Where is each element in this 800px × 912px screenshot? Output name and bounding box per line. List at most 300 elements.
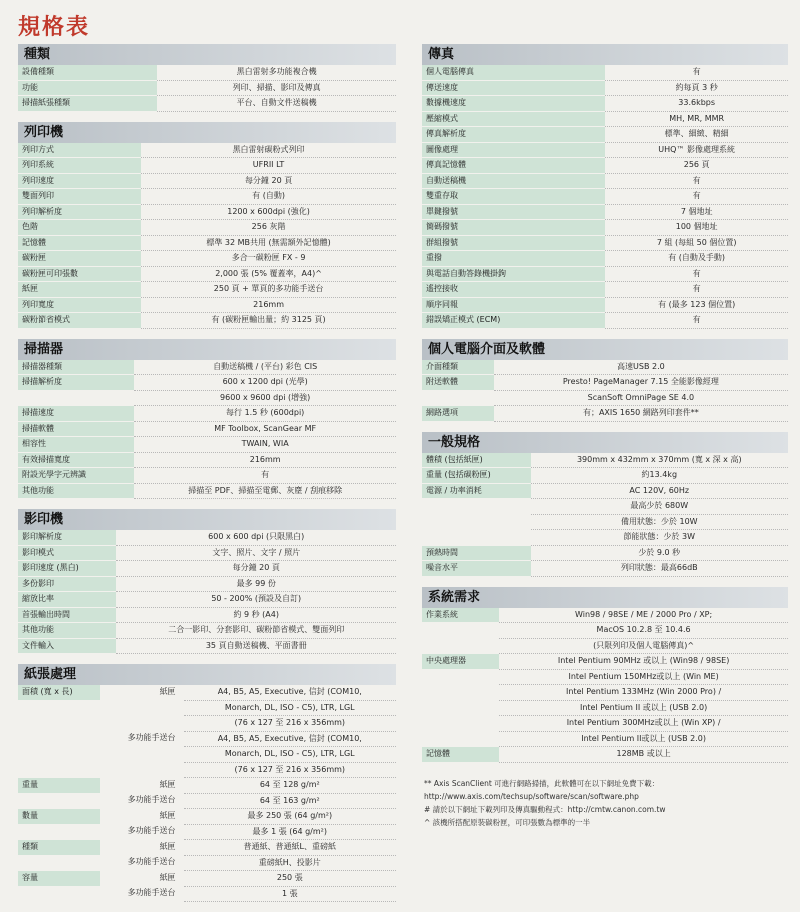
spec-row xyxy=(422,266,788,282)
spec-label: 與電話自動答錄機掛鉤 xyxy=(422,266,605,282)
spec-label: 面積 (寬 x 長) xyxy=(18,685,100,700)
section-heading: 掃描器 xyxy=(18,339,396,360)
spec-label: 群組撥號 xyxy=(422,235,605,251)
spec-value: Monarch, DL, ISO - C5), LTR, LGL xyxy=(184,700,396,716)
spec-label xyxy=(422,514,531,530)
spec-row xyxy=(422,189,788,205)
section-heading: 傳真 xyxy=(422,44,788,65)
spec-value: 有 (自動) xyxy=(141,189,396,205)
spec-value: 二合一影印、分套影印、碳粉節省模式、雙面列印 xyxy=(116,623,396,639)
spec-value: 1 張 xyxy=(184,886,396,902)
spec-value: 有 (碳粉匣輸出量；約 3125 頁) xyxy=(141,313,396,329)
spec-table xyxy=(18,685,396,902)
spec-label: 多份影印 xyxy=(18,576,116,592)
spec-label: 簡碼撥號 xyxy=(422,220,605,236)
spec-label xyxy=(18,762,100,778)
spec-row xyxy=(422,80,788,96)
spec-label: 列印系統 xyxy=(18,158,141,174)
spec-row xyxy=(422,220,788,236)
spec-row xyxy=(422,483,788,499)
spec-row xyxy=(422,251,788,267)
spec-label: 單鍵撥號 xyxy=(422,204,605,220)
spec-value: MacOS 10.2.8 至 10.4.6 xyxy=(499,623,788,639)
spec-label xyxy=(18,700,100,716)
spec-section xyxy=(422,432,788,577)
spec-section xyxy=(18,339,396,500)
spec-value: 約每頁 3 秒 xyxy=(605,80,788,96)
spec-value: 節能狀態：少於 3W xyxy=(531,530,788,546)
spec-label: 掃描軟體 xyxy=(18,421,134,437)
spec-label: 色階 xyxy=(18,220,141,236)
spec-label: 雙重存取 xyxy=(422,189,605,205)
spec-label: 雙面列印 xyxy=(18,189,141,205)
spec-row xyxy=(422,375,788,391)
spec-value: 7 個地址 xyxy=(605,204,788,220)
spec-value: ScanSoft OmniPage SE 4.0 xyxy=(494,390,788,406)
spec-label: 列印方式 xyxy=(18,143,141,158)
spec-value: 列印狀態：最高66dB xyxy=(531,561,788,577)
spec-sublabel: 多功能手送台 xyxy=(127,857,176,866)
spec-row xyxy=(18,840,396,856)
spec-sublabel xyxy=(100,700,184,716)
spec-row xyxy=(422,685,788,701)
spec-row xyxy=(18,545,396,561)
spec-label: 自動送稿機 xyxy=(422,173,605,189)
spec-value: 每分鐘 20 頁 xyxy=(141,173,396,189)
section-heading: 列印機 xyxy=(18,122,396,143)
section-heading: 紙張處理 xyxy=(18,664,396,685)
spec-label: 錯誤矯正模式 (ECM) xyxy=(422,313,605,329)
spec-table xyxy=(18,143,396,329)
spec-row xyxy=(422,313,788,329)
spec-value: 列印、掃描、影印及傳真 xyxy=(157,80,396,96)
spec-value: 最多 99 份 xyxy=(116,576,396,592)
spec-row xyxy=(18,406,396,422)
spec-value: 最高少於 680W xyxy=(531,499,788,515)
section-heading: 個人電腦介面及軟體 xyxy=(422,339,788,360)
spec-row xyxy=(422,173,788,189)
spec-row xyxy=(422,669,788,685)
spec-value: 有 xyxy=(605,266,788,282)
spec-sublabel: 紙匣 xyxy=(159,841,176,851)
spec-label: 首張輸出時間 xyxy=(18,607,116,623)
spec-value: 重磅紙H、投影片 xyxy=(184,855,396,871)
spec-row xyxy=(422,390,788,406)
spec-label: 附送軟體 xyxy=(422,375,494,391)
spec-value: 600 x 1200 dpi (光學) xyxy=(134,375,396,391)
spec-value: 掃描至 PDF、掃描至電郵、灰塵 / 刮痕移除 xyxy=(134,483,396,499)
spec-label: 數量 xyxy=(18,809,100,825)
spec-label xyxy=(422,669,499,685)
spec-row xyxy=(422,297,788,313)
spec-row xyxy=(422,530,788,546)
spec-row xyxy=(422,654,788,670)
spec-value: 216mm xyxy=(141,297,396,313)
spec-row xyxy=(18,360,396,375)
spec-row xyxy=(18,235,396,251)
spec-row xyxy=(18,809,396,825)
spec-value: 256 頁 xyxy=(605,158,788,174)
spec-row xyxy=(422,282,788,298)
spec-row xyxy=(18,824,396,840)
spec-row xyxy=(18,483,396,499)
spec-row xyxy=(18,313,396,329)
spec-label: 紙匣 xyxy=(18,282,141,298)
spec-label: 掃描解析度 xyxy=(18,375,134,391)
spec-sublabel xyxy=(100,716,184,732)
spec-value: 有 xyxy=(605,65,788,80)
spec-label: 傳真解析度 xyxy=(422,127,605,143)
spec-label: 網路選項 xyxy=(422,406,494,422)
spec-value: 黑白雷射多功能複合機 xyxy=(157,65,396,80)
spec-label: 中央處理器 xyxy=(422,654,499,670)
spec-label: 數據機速度 xyxy=(422,96,605,112)
section-heading: 種類 xyxy=(18,44,396,65)
spec-label: 影印速度 (黑白) xyxy=(18,561,116,577)
section-heading: 影印機 xyxy=(18,509,396,530)
spec-sublabel: 紙匣 xyxy=(159,872,176,882)
spec-section xyxy=(18,664,396,902)
spec-table xyxy=(422,608,788,763)
spec-table xyxy=(422,360,788,422)
spec-label: 記憶體 xyxy=(18,235,141,251)
spec-value: 128MB 或以上 xyxy=(499,747,788,763)
spec-value: Intel Pentium 300MHz或以上 (Win XP) / xyxy=(499,716,788,732)
spec-row xyxy=(18,437,396,453)
spec-row xyxy=(18,747,396,763)
spec-value: 文字、照片、文字 / 照片 xyxy=(116,545,396,561)
spec-label: 重量 (包括碳粉匣) xyxy=(422,468,531,484)
spec-value: Intel Pentium 90MHz 或以上 (Win98 / 98SE) xyxy=(499,654,788,670)
spec-label: 碳粉匣 xyxy=(18,251,141,267)
spec-sublabel: 紙匣 xyxy=(159,810,176,820)
spec-value: A4, B5, A5, Executive, 信封 (COM10, xyxy=(184,685,396,700)
section-heading: 一般規格 xyxy=(422,432,788,453)
spec-label xyxy=(422,731,499,747)
spec-value: 有；AXIS 1650 網路列印套件** xyxy=(494,406,788,422)
spec-label: 碳粉節省模式 xyxy=(18,313,141,329)
spec-value: 每行 1.5 秒 (600dpi) xyxy=(134,406,396,422)
spec-row xyxy=(18,452,396,468)
spec-label: 其他功能 xyxy=(18,483,134,499)
spec-row xyxy=(422,716,788,732)
spec-value: 390mm x 432mm x 370mm (寬 x 深 x 高) xyxy=(531,453,788,468)
spec-row xyxy=(18,576,396,592)
spec-value: MH, MR, MMR xyxy=(605,111,788,127)
spec-label: 傳真記憶體 xyxy=(422,158,605,174)
spec-table xyxy=(18,65,396,112)
spec-section xyxy=(18,44,396,112)
spec-row xyxy=(18,530,396,545)
spec-value: 少於 9.0 秒 xyxy=(531,545,788,561)
spec-table xyxy=(18,360,396,500)
spec-row xyxy=(422,65,788,80)
spec-value: AC 120V, 60Hz xyxy=(531,483,788,499)
spec-section xyxy=(422,44,788,329)
spec-sublabel: 紙匣 xyxy=(159,779,176,789)
spec-label xyxy=(18,731,100,747)
spec-row xyxy=(422,406,788,422)
spec-table xyxy=(422,65,788,329)
spec-row xyxy=(422,623,788,639)
spec-section xyxy=(18,509,396,654)
spec-row xyxy=(18,592,396,608)
spec-row xyxy=(422,514,788,530)
spec-row xyxy=(422,468,788,484)
spec-value: TWAIN, WIA xyxy=(134,437,396,453)
spec-row xyxy=(18,623,396,639)
spec-section xyxy=(422,339,788,422)
spec-label: 個人電腦傳真 xyxy=(422,65,605,80)
spec-value: 有 xyxy=(605,189,788,205)
spec-value: 50 - 200% (預設及自訂) xyxy=(116,592,396,608)
spec-value: 64 至 163 g/m² xyxy=(184,793,396,809)
spec-label: 掃描紙張種類 xyxy=(18,96,157,112)
spec-label xyxy=(422,390,494,406)
spec-row xyxy=(18,871,396,887)
spec-label: 列印解析度 xyxy=(18,204,141,220)
spec-row xyxy=(422,545,788,561)
spec-value: MF Toolbox, ScanGear MF xyxy=(134,421,396,437)
spec-label xyxy=(422,700,499,716)
spec-value: 35 頁自動送稿機、平面書冊 xyxy=(116,638,396,654)
spec-label: 功能 xyxy=(18,80,157,96)
footnotes xyxy=(422,773,788,833)
spec-value: 最多 1 張 (64 g/m²) xyxy=(184,824,396,840)
spec-sublabel: 紙匣 xyxy=(159,687,176,696)
spec-label xyxy=(18,747,100,763)
spec-label: 記憶體 xyxy=(422,747,499,763)
spec-row xyxy=(422,499,788,515)
spec-row xyxy=(18,65,396,80)
spec-table xyxy=(18,530,396,654)
spec-value: 多合一碳粉匣 FX - 9 xyxy=(141,251,396,267)
spec-label xyxy=(422,499,531,515)
spec-value: 平台、自動文件送稿機 xyxy=(157,96,396,112)
spec-value: Monarch, DL, ISO - C5), LTR, LGL xyxy=(184,747,396,763)
spec-row xyxy=(422,204,788,220)
spec-value: 有 xyxy=(605,282,788,298)
spec-row xyxy=(422,360,788,375)
spec-row xyxy=(422,638,788,654)
spec-label: 掃描器種類 xyxy=(18,360,134,375)
spec-value: 100 個地址 xyxy=(605,220,788,236)
footnote: ** Axis ScanClient 可進行網路掃描，此軟體可在以下網址免費下載： xyxy=(424,778,660,788)
spec-row xyxy=(18,607,396,623)
spec-value: 普通紙、普通紙L、重磅紙 xyxy=(184,840,396,856)
spec-row xyxy=(18,204,396,220)
spec-row xyxy=(422,561,788,577)
spec-value: 7 組 (每組 50 個位置) xyxy=(605,235,788,251)
spec-row xyxy=(422,127,788,143)
spec-label: 遙控接收 xyxy=(422,282,605,298)
spec-value: 216mm xyxy=(134,452,396,468)
spec-label: 相容性 xyxy=(18,437,134,453)
spec-row xyxy=(18,793,396,809)
spec-value: Win98 / 98SE / ME / 2000 Pro / XP; xyxy=(499,608,788,623)
spec-value: 250 張 xyxy=(184,871,396,887)
spec-row xyxy=(18,282,396,298)
spec-label: 列印寬度 xyxy=(18,297,141,313)
section-heading: 系統需求 xyxy=(422,587,788,608)
spec-row xyxy=(18,297,396,313)
spec-label xyxy=(422,623,499,639)
spec-row xyxy=(18,700,396,716)
spec-label xyxy=(18,793,100,809)
spec-value: 高速USB 2.0 xyxy=(494,360,788,375)
spec-row xyxy=(18,762,396,778)
spec-label: 噪音水平 xyxy=(422,561,531,577)
spec-row xyxy=(18,220,396,236)
spec-value: 33.6kbps xyxy=(605,96,788,112)
spec-row xyxy=(422,700,788,716)
spec-value: 每分鐘 20 頁 xyxy=(116,561,396,577)
spec-value: (只限列印及個人電腦傳真)^ xyxy=(499,638,788,654)
spec-value: 2,000 張 (5% 覆蓋率，A4)^ xyxy=(141,266,396,282)
spec-label xyxy=(18,824,100,840)
spec-sublabel: 多功能手送台 xyxy=(127,888,176,897)
spec-row xyxy=(18,685,396,700)
spec-value: UFRII LT xyxy=(141,158,396,174)
spec-label: 圖像處理 xyxy=(422,142,605,158)
spec-row xyxy=(18,80,396,96)
spec-value: 標準、細緻、精細 xyxy=(605,127,788,143)
spec-value: 約 9 秒 (A4) xyxy=(116,607,396,623)
spec-row xyxy=(18,189,396,205)
spec-label xyxy=(18,855,100,871)
spec-row xyxy=(422,747,788,763)
spec-value: 有 xyxy=(134,468,396,484)
spec-row xyxy=(18,716,396,732)
spec-value: UHQ™ 影像處理系統 xyxy=(605,142,788,158)
spec-value: Intel Pentium 150MHz或以上 (Win ME) xyxy=(499,669,788,685)
spec-row xyxy=(18,468,396,484)
spec-sublabel: 多功能手送台 xyxy=(127,733,176,742)
spec-value: 1200 x 600dpi (強化) xyxy=(141,204,396,220)
spec-label xyxy=(18,886,100,902)
spec-value: (76 x 127 至 216 x 356mm) xyxy=(184,716,396,732)
spec-label: 列印速度 xyxy=(18,173,141,189)
footnote: http://www.axis.com/techsup/software/scan/software.php xyxy=(424,791,639,801)
spec-row xyxy=(18,778,396,794)
spec-sublabel: 多功能手送台 xyxy=(127,795,176,804)
spec-value: A4, B5, A5, Executive, 信封 (COM10, xyxy=(184,731,396,747)
spec-section xyxy=(422,587,788,763)
spec-value: 64 至 128 g/m² xyxy=(184,778,396,794)
spec-value: 600 x 600 dpi (只限黑白) xyxy=(116,530,396,545)
spec-value: Intel Pentium II或以上 (USB 2.0) xyxy=(499,731,788,747)
spec-label: 作業系統 xyxy=(422,608,499,623)
spec-row xyxy=(18,96,396,112)
spec-value: 256 灰階 xyxy=(141,220,396,236)
spec-value: 約13.4kg xyxy=(531,468,788,484)
spec-sublabel xyxy=(100,762,184,778)
spec-label: 文件輸入 xyxy=(18,638,116,654)
spec-value: 黑白雷射碳粉式列印 xyxy=(141,143,396,158)
spec-row xyxy=(18,173,396,189)
spec-row xyxy=(18,886,396,902)
spec-label: 縮放比率 xyxy=(18,592,116,608)
spec-row xyxy=(18,266,396,282)
spec-label: 傳送速度 xyxy=(422,80,605,96)
footnote: ^ 該機所搭配原裝碳粉匣，可印張數為標準的一半 xyxy=(424,817,591,827)
spec-row xyxy=(422,96,788,112)
spec-label xyxy=(422,685,499,701)
right-column xyxy=(422,44,788,833)
spec-label: 碳粉匣可印張數 xyxy=(18,266,141,282)
spec-row xyxy=(422,235,788,251)
spec-row xyxy=(18,143,396,158)
spec-label: 附設光學字元辨識 xyxy=(18,468,134,484)
spec-label: 電源 / 功率消耗 xyxy=(422,483,531,499)
spec-row xyxy=(422,142,788,158)
spec-table xyxy=(422,453,788,577)
spec-value: 最多 250 張 (64 g/m²) xyxy=(184,809,396,825)
spec-label: 重撥 xyxy=(422,251,605,267)
spec-label: 預熱時間 xyxy=(422,545,531,561)
spec-value: 有 (自動及手動) xyxy=(605,251,788,267)
spec-row xyxy=(18,421,396,437)
spec-sublabel xyxy=(100,747,184,763)
left-column xyxy=(18,44,396,912)
spec-row xyxy=(422,111,788,127)
spec-label xyxy=(422,638,499,654)
spec-label: 有效掃描寬度 xyxy=(18,452,134,468)
spec-label: 其他功能 xyxy=(18,623,116,639)
spec-value: 備用狀態：少於 10W xyxy=(531,514,788,530)
spec-value: 250 頁 + 單頁的多功能手送台 xyxy=(141,282,396,298)
spec-value: 有 xyxy=(605,173,788,189)
spec-label: 體積 (包括紙匣) xyxy=(422,453,531,468)
spec-label: 壓縮模式 xyxy=(422,111,605,127)
spec-label: 影印模式 xyxy=(18,545,116,561)
spec-label: 掃描速度 xyxy=(18,406,134,422)
spec-row xyxy=(18,731,396,747)
spec-value: 有 (最多 123 個位置) xyxy=(605,297,788,313)
spec-label: 介面種類 xyxy=(422,360,494,375)
spec-row xyxy=(18,251,396,267)
spec-label: 容量 xyxy=(18,871,100,887)
spec-label: 影印解析度 xyxy=(18,530,116,545)
spec-label: 種類 xyxy=(18,840,100,856)
spec-row xyxy=(422,158,788,174)
spec-label xyxy=(422,530,531,546)
spec-value: 有 xyxy=(605,313,788,329)
spec-value: (76 x 127 至 216 x 356mm) xyxy=(184,762,396,778)
spec-label xyxy=(18,716,100,732)
spec-section xyxy=(18,122,396,329)
spec-label: 設備種類 xyxy=(18,65,157,80)
spec-value: Presto! PageManager 7.15 全能影像經理 xyxy=(494,375,788,391)
page-title: 規格表 xyxy=(18,15,91,40)
spec-value: 自動送稿機 / (平台) 彩色 CIS xyxy=(134,360,396,375)
spec-label xyxy=(18,390,134,406)
spec-row xyxy=(18,561,396,577)
spec-row xyxy=(18,390,396,406)
spec-value: Intel Pentium II 或以上 (USB 2.0) xyxy=(499,700,788,716)
spec-value: Intel Pentium 133MHz (Win 2000 Pro) / xyxy=(499,685,788,701)
spec-row xyxy=(18,158,396,174)
spec-row xyxy=(422,608,788,623)
spec-row xyxy=(18,375,396,391)
spec-row xyxy=(422,731,788,747)
spec-label: 重量 xyxy=(18,778,100,794)
spec-value: 9600 x 9600 dpi (增強) xyxy=(134,390,396,406)
spec-value: 標準 32 MB共用 (無需額外記憶體) xyxy=(141,235,396,251)
spec-row xyxy=(422,453,788,468)
footnote: # 請於以下網址下載列印及傳真驅動程式：http://cmtw.canon.com.tw xyxy=(424,804,666,814)
spec-sublabel: 多功能手送台 xyxy=(127,826,176,835)
